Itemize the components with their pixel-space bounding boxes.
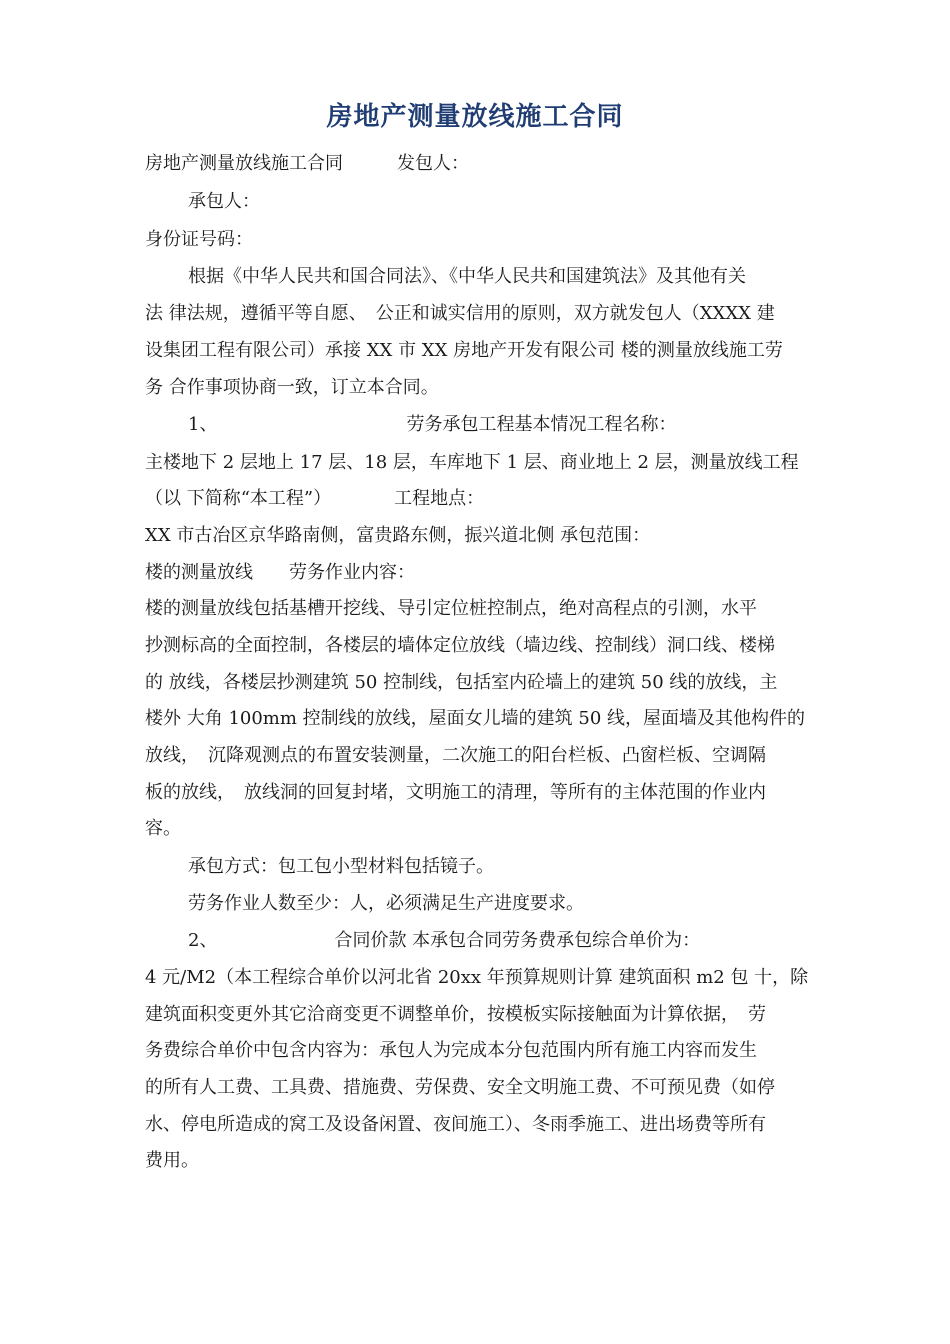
text-line: 抄测标高的全面控制，各楼层的墙体定位放线（墙边线、控制线）洞口线、楼梯 bbox=[145, 635, 775, 656]
text-line: 根据《中华人民共和国合同法》、《中华人民共和国建筑法》及其他有关 bbox=[188, 266, 746, 287]
text-line: 建筑面积变更外其它洽商变更不调整单价，按模板实际接触面为计算依据， 劳 bbox=[145, 1004, 766, 1025]
text-line: 设集团工程有限公司）承接 XX 市 XX 房地产开发有限公司 楼的测量放线施工劳 bbox=[145, 340, 783, 361]
text-line: 承包方式：包工包小型材料包括镜子。 bbox=[188, 856, 494, 877]
text-line: 法 律法规，遵循平等自愿、 公正和诚实信用的原则，双方就发包人（XXXX 建 bbox=[145, 303, 775, 324]
text-line: 楼外 大角 100mm 控制线的放线，屋面女儿墙的建筑 50 线，屋面墙及其他构件的 bbox=[145, 708, 806, 729]
text-line: 的所有人工费、工具费、措施费、劳保费、安全文明施工费、不可预见费（如停 bbox=[145, 1077, 775, 1098]
text-line: （以 下简称“本工程”） 工程地点： bbox=[145, 488, 485, 509]
text-line: 务 合作事项协商一致，订立本合同。 bbox=[145, 377, 439, 398]
document-title: 房地产测量放线施工合同 bbox=[326, 102, 624, 132]
text-line: 身份证号码： bbox=[145, 229, 253, 250]
text-line: 容。 bbox=[145, 818, 181, 839]
text-line: 承包人： bbox=[188, 191, 260, 212]
text-line: 劳务作业人数至少：人，必须满足生产进度要求。 bbox=[188, 893, 584, 914]
text-line: 的 放线，各楼层抄测建筑 50 控制线，包括室内砼墙上的建筑 50 线的放线，主 bbox=[145, 672, 778, 693]
text-line: 楼的测量放线 劳务作业内容： bbox=[145, 562, 415, 583]
text-line: XX 市古冶区京华路南侧，富贵路东侧，振兴道北侧 承包范围： bbox=[145, 525, 651, 546]
text-line: 水、停电所造成的窝工及设备闲置、夜间施工）、冬雨季施工、进出场费等所有 bbox=[145, 1114, 766, 1135]
text-line: 2、 合同价款 本承包合同劳务费承包综合单价为： bbox=[188, 930, 701, 951]
text-line: 放线， 沉降观测点的布置安装测量，二次施工的阳台栏板、凸窗栏板、空调隔 bbox=[145, 745, 766, 766]
text-line: 楼的测量放线包括基槽开挖线、导引定位桩控制点，绝对高程点的引测，水平 bbox=[145, 598, 757, 619]
text-line: 4 元/M2（本工程综合单价以河北省 20xx 年预算规则计算 建筑面积 m2 包 十，除 bbox=[145, 967, 809, 988]
text-line: 板的放线， 放线洞的回复封堵，文明施工的清理，等所有的主体范围的作业内 bbox=[145, 782, 766, 803]
text-line: 费用。 bbox=[145, 1150, 199, 1171]
text-line: 1、 劳务承包工程基本情况工程名称： bbox=[188, 414, 677, 435]
text-line: 主楼地下 2 层地上 17 层、18 层，车库地下 1 层、商业地上 2 层，测量放线工程 bbox=[145, 452, 799, 473]
text-line: 务费综合单价中包含内容为：承包人为完成本分包范围内所有施工内容而发生 bbox=[145, 1040, 757, 1061]
text-line: 房地产测量放线施工合同 发包人： bbox=[145, 153, 469, 174]
